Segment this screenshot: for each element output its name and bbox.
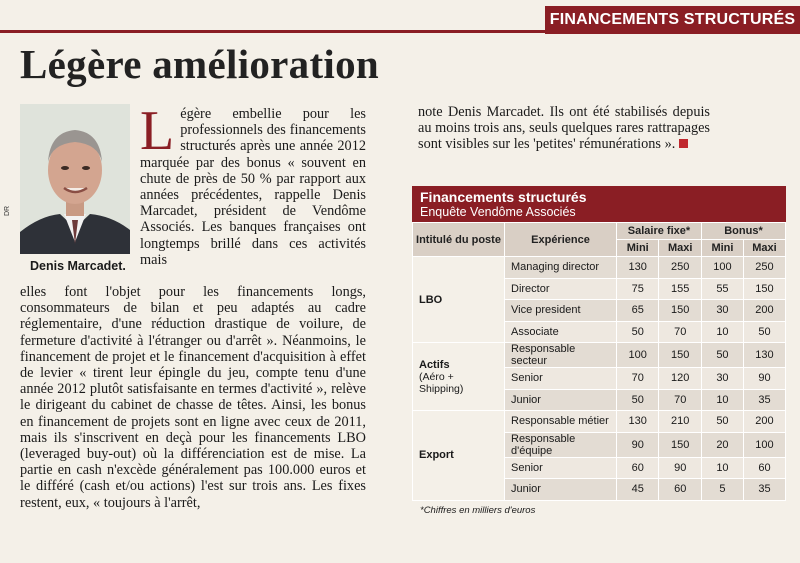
cell-bonus-mini: 10: [701, 389, 743, 411]
table-title: Financements structurés: [420, 189, 587, 205]
cell-bonus-maxi: 35: [743, 479, 785, 501]
salary-table: [412, 222, 786, 501]
cell-bonus-maxi: 150: [743, 278, 785, 300]
table-row: [413, 343, 786, 368]
cell-salaire-maxi: 150: [659, 432, 701, 457]
cell-salaire-maxi: 60: [659, 479, 701, 501]
cell-experience: Junior: [505, 479, 617, 501]
group-label: LBO: [419, 293, 443, 306]
cell-bonus-mini: 10: [701, 321, 743, 343]
photo-caption: Denis Marcadet.: [30, 259, 126, 273]
group-sublabel: (Aéro + Shipping): [419, 370, 464, 395]
cell-bonus-mini: 50: [701, 343, 743, 368]
cell-salaire-mini: 130: [617, 411, 659, 433]
group-actifs: [413, 343, 505, 411]
col-salaire-maxi: Maxi: [659, 240, 701, 257]
cell-salaire-mini: 50: [617, 321, 659, 343]
cell-bonus-mini: 30: [701, 300, 743, 322]
cell-bonus-maxi: 90: [743, 368, 785, 390]
cell-bonus-mini: 50: [701, 411, 743, 433]
col-experience: Expérience: [505, 223, 617, 257]
photo-credit: DR: [4, 205, 11, 216]
cell-bonus-maxi: 200: [743, 300, 785, 322]
cell-experience: Associate: [505, 321, 617, 343]
cell-experience: Vice president: [505, 300, 617, 322]
cell-salaire-mini: 45: [617, 479, 659, 501]
cell-salaire-maxi: 70: [659, 389, 701, 411]
body-paragraph: elles font l'objet pour les financements longs, consommateurs de bilan et peu adaptés au cadre réglementaire, d'une réduction drastique de voilure, de fermeture d'activité à l'étranger ou d'arrêt ». Néanmoins, le financement de projet et le financement d'acquisition à effet de levier « tirent leur épingle du jeu, compte tenu d'une année 2012 plutôt satisfaisante en termes d'activité », relève le dirigeant du cabinet de chasse de têtes. Ainsi, les bonus en financement de projets sont en ligne avec ceux de 2011, mais ils s'inscrivent en deçà pour les financements LBO (leveraged buy-out) où la différenciation est de mise. La partie en cash n'excède généralement pas 100.000 euros et le différé (cash et/ou actions) l'est sur trois ans. Les fixes restent, eux, « toujours à l'arrêt,: [20, 284, 366, 511]
cell-bonus-maxi: 50: [743, 321, 785, 343]
cell-salaire-mini: 90: [617, 432, 659, 457]
cell-salaire-mini: 50: [617, 389, 659, 411]
cell-salaire-mini: 70: [617, 368, 659, 390]
cell-experience: Responsable secteur: [505, 343, 617, 368]
intro-paragraph: [140, 100, 366, 268]
cell-salaire-mini: 130: [617, 257, 659, 279]
col-poste: Intitulé du poste: [413, 223, 505, 257]
cell-bonus-mini: 20: [701, 432, 743, 457]
col-bonus-mini: Mini: [701, 240, 743, 257]
col-bonus-maxi: Maxi: [743, 240, 785, 257]
cell-salaire-mini: 75: [617, 278, 659, 300]
cell-salaire-maxi: 90: [659, 457, 701, 479]
section-banner: FINANCEMENTS STRUCTURÉS: [545, 6, 800, 34]
cell-salaire-mini: 60: [617, 457, 659, 479]
table-header: [412, 186, 786, 222]
cell-experience: Senior: [505, 457, 617, 479]
table-row: [413, 411, 786, 433]
col-salaire-mini: Mini: [617, 240, 659, 257]
intro-text: égère embellie pour les professionnels des financements structurés après une année 2012 marquée par des bonus « souvent en chute de près de 50 % par rapport aux années précédentes, rappelle Denis Marcadet, président de Vendôme Associés. Les banques françaises ont longtemps brillé dans ces activités mais: [140, 106, 366, 268]
cell-experience: Junior: [505, 389, 617, 411]
drop-cap: L: [140, 100, 175, 162]
table-row: [413, 257, 786, 279]
article-title: Légère amélioration: [20, 41, 380, 87]
end-mark-icon: [679, 139, 688, 148]
cell-salaire-maxi: 70: [659, 321, 701, 343]
cell-experience: Responsable d'équipe: [505, 432, 617, 457]
cell-salaire-maxi: 120: [659, 368, 701, 390]
portrait-illustration: [20, 104, 130, 254]
closing-text: note Denis Marcadet. Ils ont été stabilisés depuis au moins trois ans, seuls quelques rares rattrapages sont visibles sur les 'petites' rémunérations ».: [418, 104, 710, 153]
cell-salaire-mini: 100: [617, 343, 659, 368]
cell-bonus-maxi: 60: [743, 457, 785, 479]
cell-salaire-maxi: 210: [659, 411, 701, 433]
cell-bonus-maxi: 130: [743, 343, 785, 368]
table-footnote: *Chiffres en milliers d'euros: [420, 504, 536, 516]
salary-table-box: [412, 186, 786, 516]
cell-bonus-mini: 55: [701, 278, 743, 300]
cell-bonus-maxi: 200: [743, 411, 785, 433]
cell-salaire-maxi: 150: [659, 343, 701, 368]
table-body: [413, 257, 786, 501]
cell-salaire-mini: 65: [617, 300, 659, 322]
cell-experience: Responsable métier: [505, 411, 617, 433]
cell-bonus-mini: 100: [701, 257, 743, 279]
table-subtitle: Enquête Vendôme Associés: [420, 205, 576, 219]
group-lbo: [413, 257, 505, 343]
cell-bonus-mini: 5: [701, 479, 743, 501]
cell-bonus-mini: 30: [701, 368, 743, 390]
cell-bonus-maxi: 250: [743, 257, 785, 279]
cell-salaire-maxi: 250: [659, 257, 701, 279]
cell-experience: Director: [505, 278, 617, 300]
cell-experience: Senior: [505, 368, 617, 390]
section-rule: [0, 30, 545, 33]
portrait-photo: [20, 104, 130, 254]
cell-bonus-maxi: 35: [743, 389, 785, 411]
cell-bonus-maxi: 100: [743, 432, 785, 457]
cell-salaire-maxi: 155: [659, 278, 701, 300]
cell-bonus-mini: 10: [701, 457, 743, 479]
col-bonus: Bonus*: [701, 223, 785, 240]
group-label: Export: [419, 449, 454, 462]
closing-paragraph: [418, 104, 710, 153]
cell-experience: Managing director: [505, 257, 617, 279]
group-export: [413, 411, 505, 501]
col-salaire: Salaire fixe*: [617, 223, 702, 240]
group-label: Actifs: [419, 358, 450, 371]
cell-salaire-maxi: 150: [659, 300, 701, 322]
